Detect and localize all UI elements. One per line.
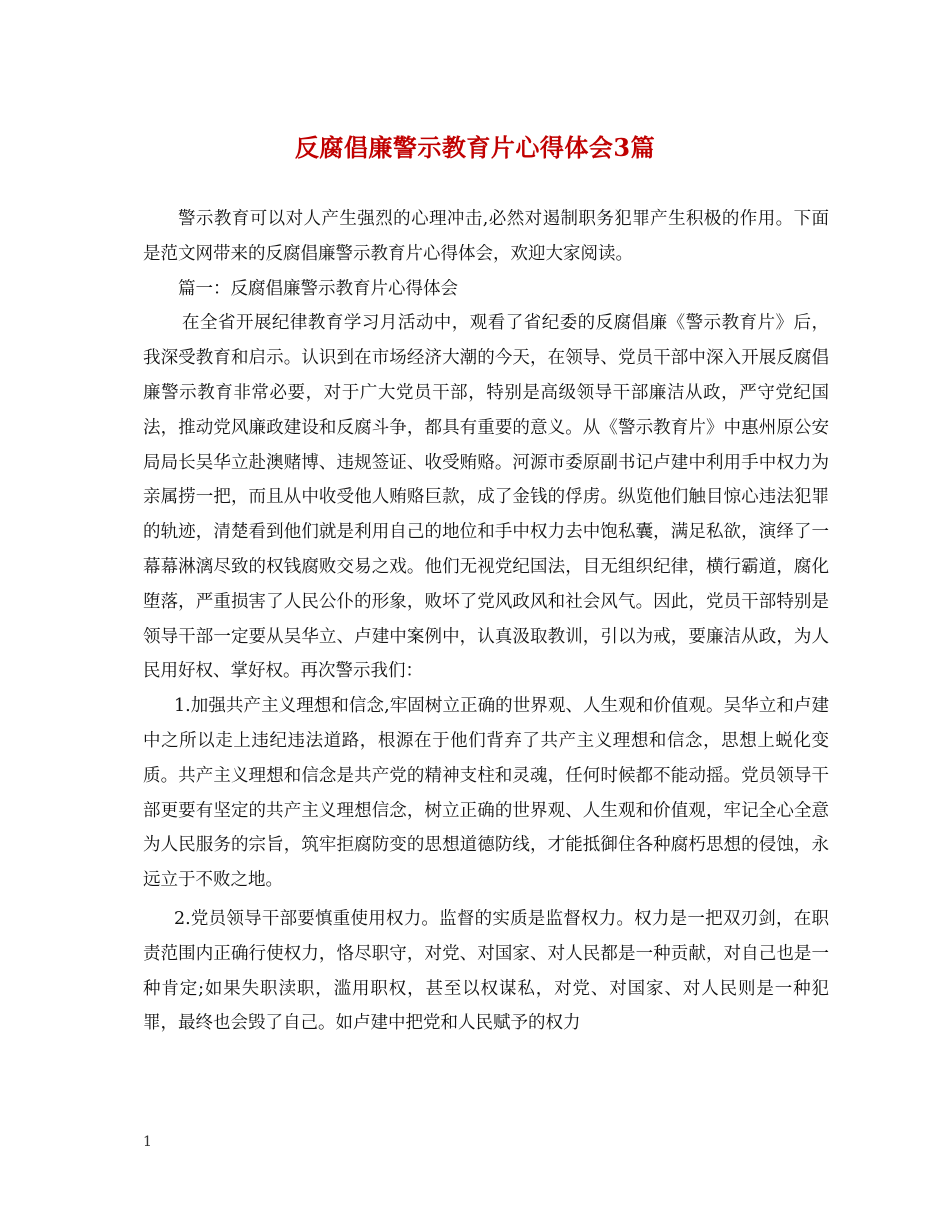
page-number: 1	[143, 1134, 152, 1150]
document-body	[143, 202, 829, 1041]
document-title: 反腐倡廉警示教育片心得体会3篇	[294, 133, 656, 162]
section-heading: 篇一：反腐倡廉警示教育片心得体会	[178, 278, 458, 299]
numbered-paragraph-2: 2.党员领导干部要慎重使用权力。监督的实质是监督权力。权力是一把双刃剑，在职责范围内正确行使权力，恪尽职守，对党、对国家、对人民都是一种贡献，对自己也是一种肯定;如果失职渎职，滥用职权，甚至以权谋私，对党、对国家、对人民则是一种犯罪，最终也会毁了自己。如卢建中把党和人民赋予的权力	[143, 908, 829, 1034]
numbered-paragraph-1: 1.加强共产主义理想和信念,牢固树立正确的世界观、人生观和价值观。吴华立和卢建中之所以走上违纪违法道路，根源在于他们背弃了共产主义理想和信念，思想上蜕化变质。共产主义理想和信念是共产党的精神支柱和灵魂，任何时候都不能动摇。党员领导干部更要有坚定的共产主义理想信念，树立正确的世界观、人生观和价值观，牢记全心全意为人民服务的宗旨，筑牢拒腐防变的思想道德防线，才能抵御住各种腐朽思想的侵蚀，永远立于不败之地。	[143, 696, 829, 891]
body-paragraph: 在全省开展纪律教育学习月活动中，观看了省纪委的反腐倡廉《警示教育片》后，我深受教育和启示。认识到在市场经济大潮的今天，在领导、党员干部中深入开展反腐倡廉警示教育非常必要，对于广大党员干部，特别是高级领导干部廉洁从政，严守党纪国法，推动党风廉政建设和反腐斗争，都具有重要的意义。从《警示教育片》中惠州原公安局局长吴华立赴澳赌博、违规签证、收受贿赂。河源市委原副书记卢建中利用手中权力为亲属捞一把，而且从中收受他人贿赂巨款，成了金钱的俘虏。纵览他们触目惊心违法犯罪的轨迹，清楚看到他们就是利用自己的地位和手中权力去中饱私囊，满足私欲，演绎了一幕幕淋漓尽致的权钱腐败交易之戏。他们无视党纪国法，目无组织纪律，横行霸道，腐化堕落，严重损害了人民公仆的形象，败坏了党风政风和社会风气。因此，党员干部特别是领导干部一定要从吴华立、卢建中案例中，认真汲取教训，引以为戒，要廉洁从政，为人民用好权、掌好权。再次警示我们：	[143, 313, 829, 682]
intro-paragraph: 警示教育可以对人产生强烈的心理冲击,必然对遏制职务犯罪产生积极的作用。下面是范文网带来的反腐倡廉警示教育片心得体会，欢迎大家阅读。	[143, 209, 829, 264]
